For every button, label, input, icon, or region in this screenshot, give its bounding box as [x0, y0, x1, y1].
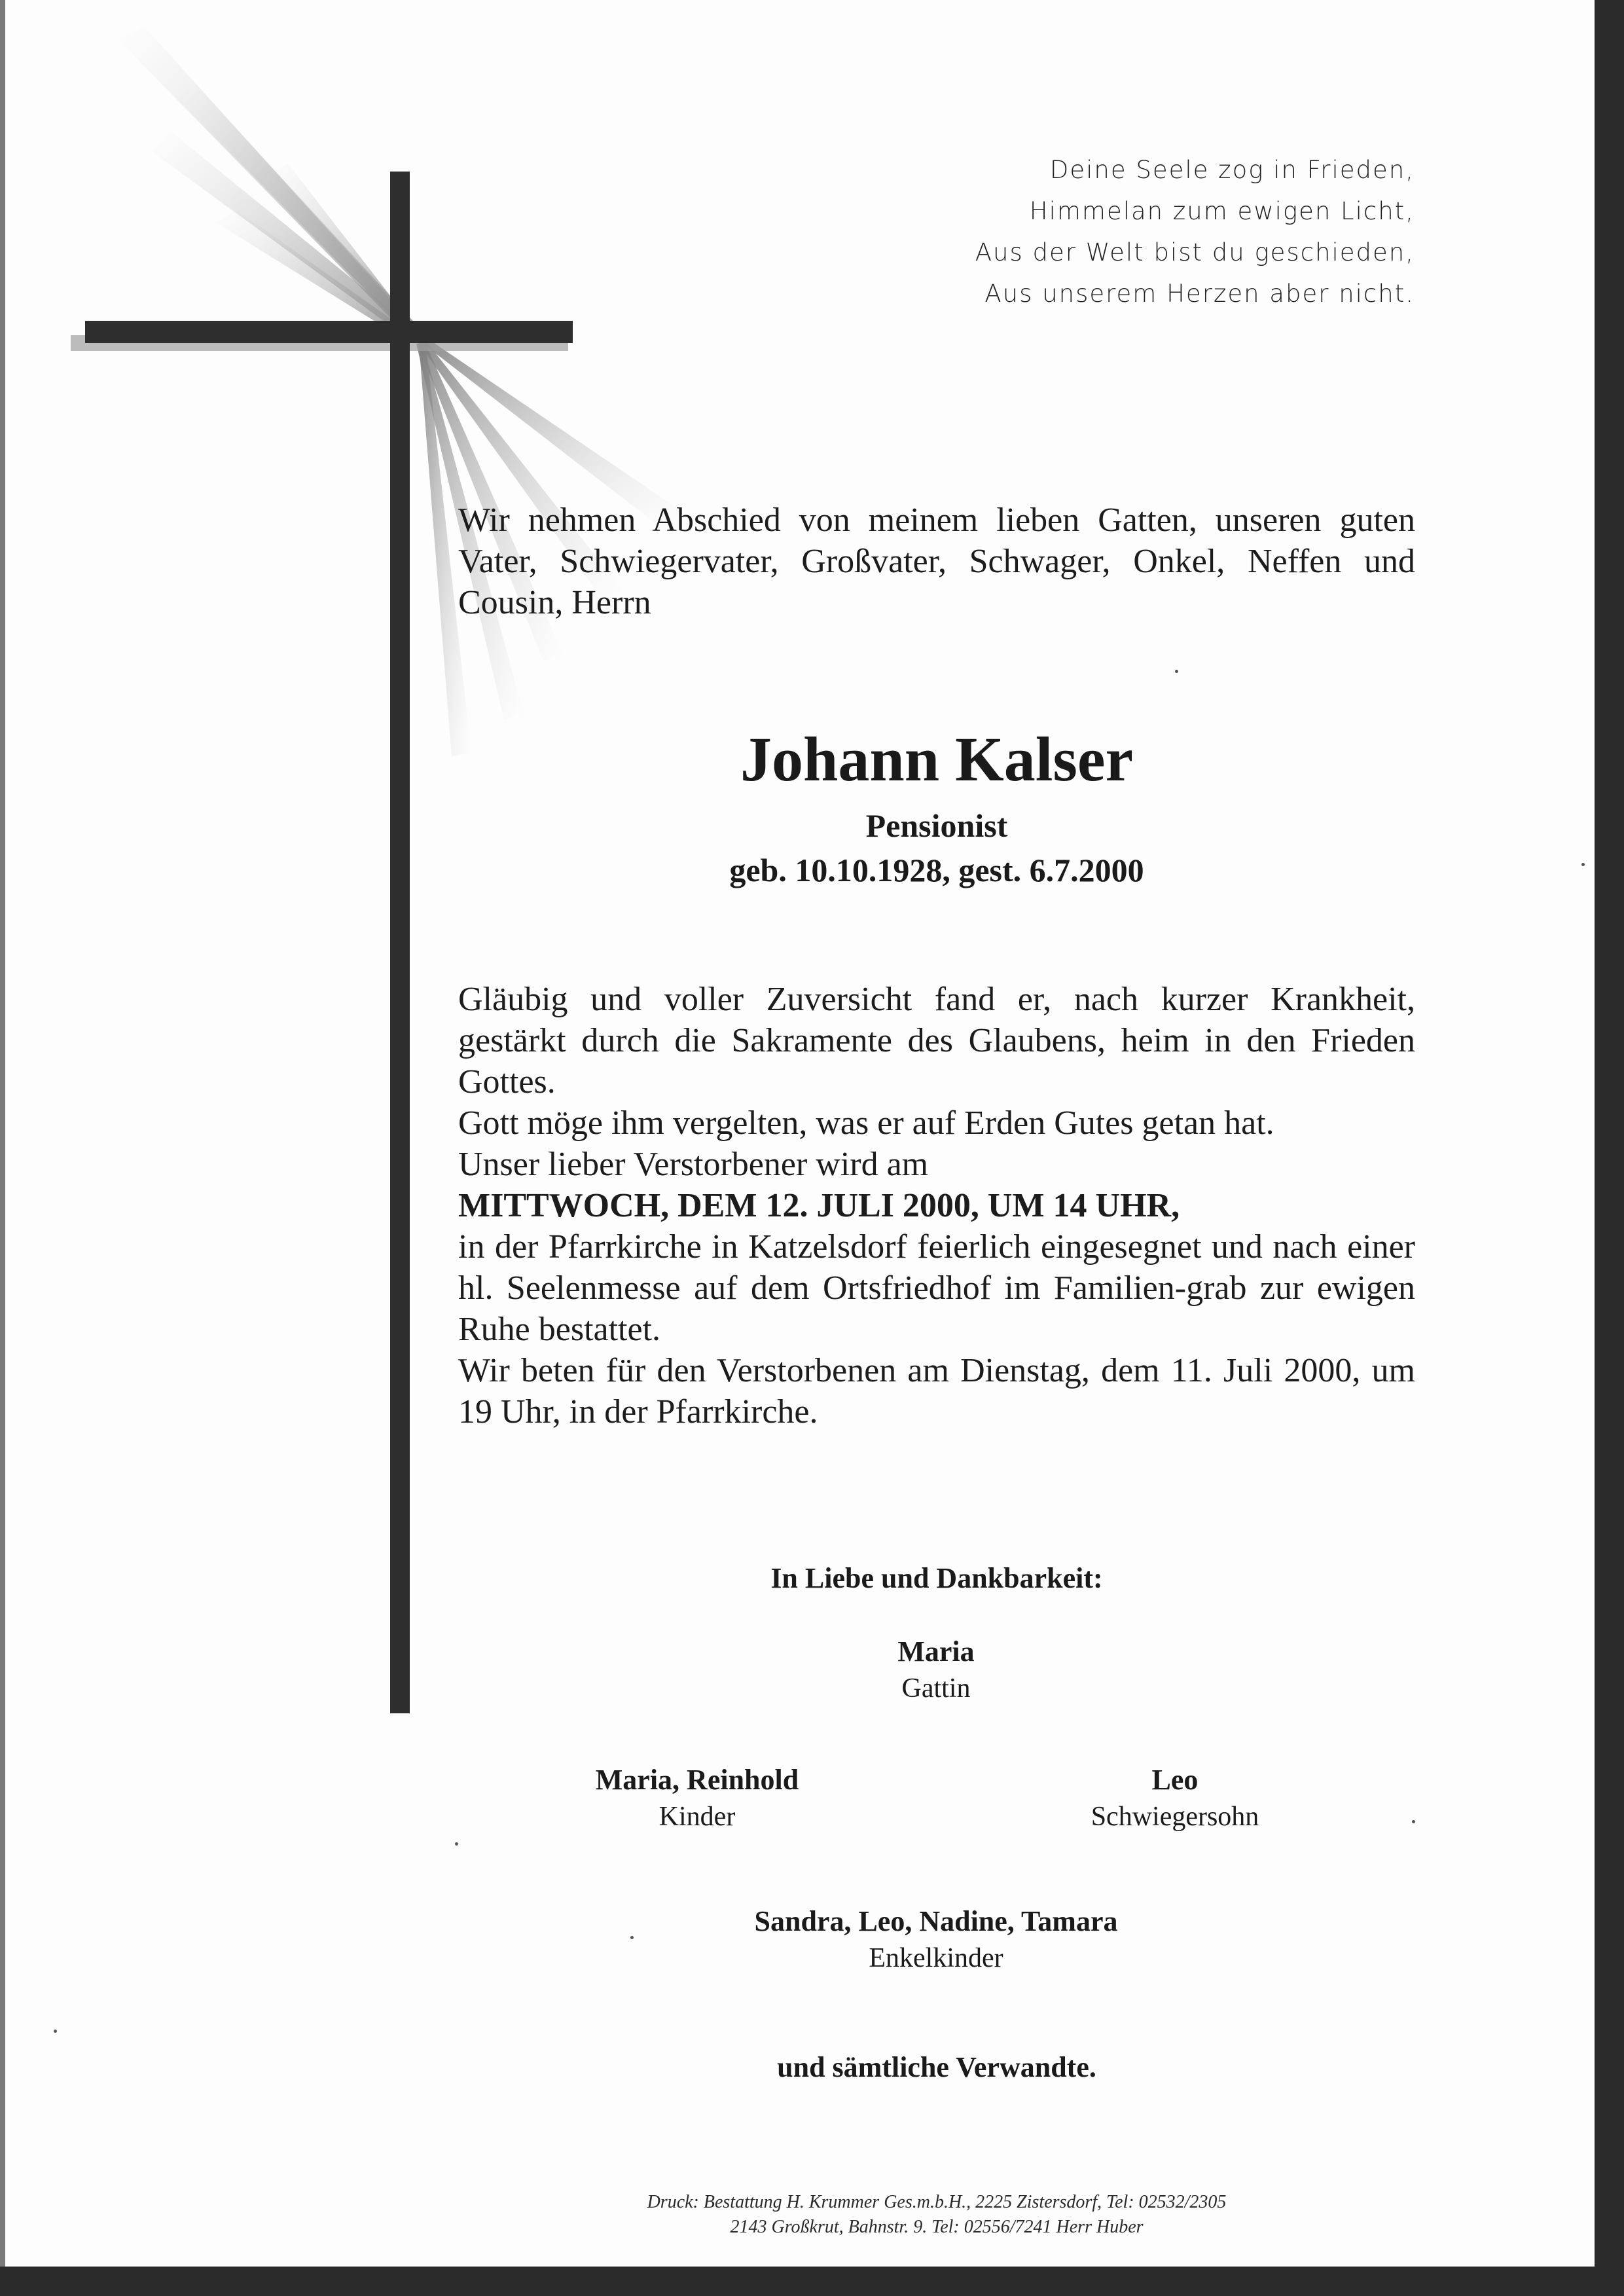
signature-grandchildren [655, 1903, 1218, 1977]
deceased-dates: geb. 10.10.1928, gest. 6.7.2000 [729, 852, 1144, 888]
signature-son-in-law [1028, 1762, 1322, 1835]
relatives-line: und sämtliche Verwandte. [777, 2051, 1096, 2083]
main-paragraph: Wir beten für den Verstorbenen am Dienstag, dem 11. Juli 2000, um 19 Uhr, in der Pfarrkirche. [458, 1352, 1415, 1430]
scan-speck [1175, 670, 1178, 673]
deceased-name: Johann Kalser [740, 724, 1134, 794]
main-paragraph: Gott möge ihm vergelten, was er auf Erden Gutes getan hat. [458, 1104, 1274, 1142]
signature-name: Sandra, Leo, Nadine, Tamara [754, 1905, 1118, 1937]
imprint-line: 2143 Großkrut, Bahnstr. 9. Tel: 02556/7241 Herr Huber [730, 2217, 1144, 2237]
signature-role: Gattin [901, 1673, 971, 1704]
intro-text: Wir nehmen Abschied von meinem lieben Gatten, unseren guten Vater, Schwiegervater, Großvater, Schwager, Onkel, Neffen und Cousin, Herrn [458, 501, 1415, 621]
main-paragraph: Unser lieber Verstorbener wird am [458, 1146, 929, 1183]
poem-line: Himmelan zum ewigen Licht, [1029, 197, 1415, 225]
signature-name: Maria [897, 1635, 975, 1667]
scan-speck [455, 1842, 458, 1846]
bottom-border [0, 2267, 1624, 2296]
scan-speck [54, 2030, 57, 2033]
intro-paragraph [458, 500, 1415, 623]
main-paragraph: Gläubig und voller Zuversicht fand er, nach kurzer Krankheit, gestärkt durch die Sakramente des Glaubens, heim in den Frieden Gottes. [458, 981, 1415, 1101]
scan-speck [1412, 1820, 1415, 1823]
signature-role: Kinder [659, 1802, 736, 1832]
poem [825, 149, 1415, 314]
poem-line: Aus unserem Herzen aber nicht. [984, 280, 1415, 308]
deceased-occupation: Pensionist [865, 807, 1008, 844]
signature-role: Enkelkinder [869, 1943, 1003, 1973]
poem-line: Deine Seele zog in Frieden, [1049, 156, 1415, 184]
scan-speck [630, 1936, 634, 1939]
signature-wife [805, 1633, 1067, 1707]
main-text [458, 979, 1415, 1432]
signature-children [517, 1762, 877, 1835]
thanks-line: In Liebe und Dankbarkeit: [770, 1562, 1103, 1594]
main-paragraph: in der Pfarrkirche in Katzelsdorf feierlich eingesegnet und nach einer hl. Seelenmesse auf dem Ortsfriedhof im Familien-grab zur ewigen Ruhe bestattet. [458, 1228, 1415, 1348]
imprint-line: Druck: Bestattung H. Krummer Ges.m.b.H., 2225 Zistersdorf, Tel: 02532/2305 [647, 2192, 1227, 2212]
funeral-date: MITTWOCH, DEM 12. JULI 2000, UM 14 UHR, [458, 1187, 1180, 1224]
signature-name: Leo [1151, 1764, 1199, 1796]
poem-line: Aus der Welt bist du geschieden, [975, 238, 1415, 266]
right-border [1595, 0, 1624, 2296]
signature-name: Maria, Reinhold [595, 1764, 799, 1796]
printer-imprint [458, 2190, 1415, 2240]
scan-speck [1581, 863, 1585, 866]
signature-role: Schwiegersohn [1091, 1802, 1259, 1832]
